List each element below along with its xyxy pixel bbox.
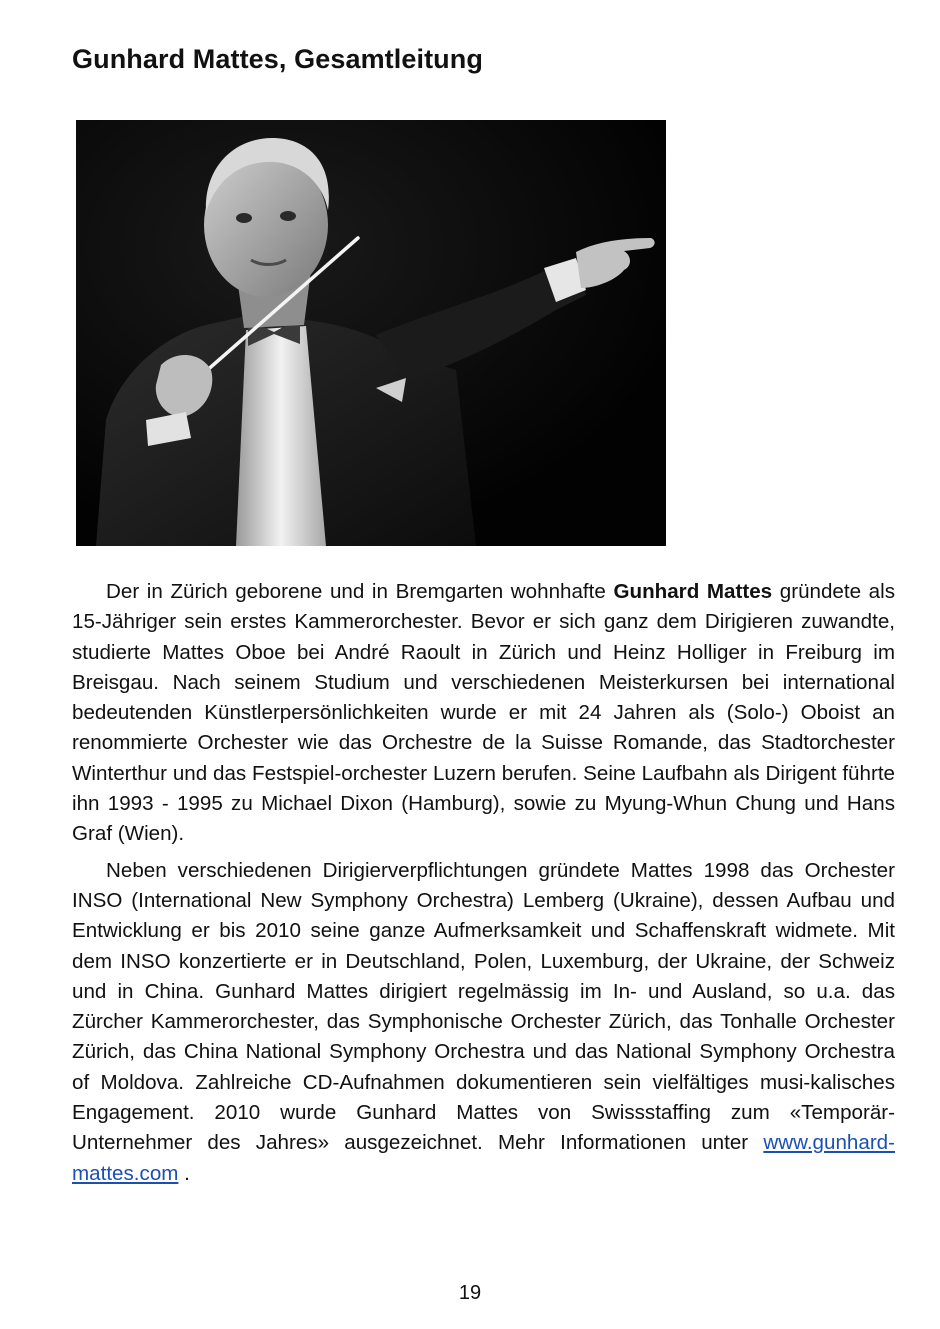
paragraph-2-text: Neben verschiedenen Dirigierverpflichtungen gründete Mattes 1998 das Orchester INSO (International New Symphony Orchestra) Lemberg (Ukraine), dessen Aufbau und Entwicklung er bis 2010 seine ganze Aufmerksamkeit und Schaffenskraft widmete. Mit dem INSO konzertierte er in Deutschland, Polen, Luxemburg, der Ukraine, der Schweiz und in China. Gunhard Mattes dirigiert regelmässig im In- und Ausland, so u.a. das Zürcher Kammerorchester, das Symphonische Orchester Zürich, das Tonhalle Orchester Zürich, das China National Symphony Orchestra und das National Symphony Orchestra of Moldova. Zahlreiche CD-Aufnahmen dokumentieren sein vielfältiges musi-kalisches Engagement. 2010 wurde Gunhard Mattes von Swissstaffing zum «Temporär-Unternehmer des Jahres» ausgezeichnet. Mehr Informationen unter xyxy=(72,858,895,1155)
page-number: 19 xyxy=(458,1282,482,1304)
biography-text xyxy=(72,577,895,1189)
biography-paragraph-2 xyxy=(72,856,895,1189)
bold-name: Gunhard Mattes xyxy=(613,580,773,603)
paragraph-2-end: . xyxy=(178,1161,190,1185)
conductor-photo xyxy=(76,120,666,546)
page-title: Gunhard Mattes, Gesamtleitung xyxy=(72,44,483,74)
paragraph-1-intro: Der in Zürich geborene und in Bremgarten wohnhafte xyxy=(106,580,614,603)
paragraph-1-rest: gründete als 15-Jähriger sein erstes Kammerorchester. Bevor er sich ganz dem Dirigieren zuwandte, studierte Mattes Oboe bei André Raoult in Zürich und Heinz Holliger in Freiburg im Breisgau. Nach seinem Studium und verschiedenen Meisterkursen bei international bedeutenden Künstlerpersönlichkeiten wurde er mit 24 Jahren als (Solo-) Oboist an renommierte Orchester wie das Orchestre de la Suisse Romande, das Stadtorchester Winterthur und das Festspiel-orchester Luzern berufen. Seine Laufbahn als Dirigent führte ihn 1993 - 1995 zu Michael Dixon (Hamburg), sowie zu Myung-Whun Chung und Hans Graf (Wien). xyxy=(72,580,896,846)
biography-paragraph-1 xyxy=(72,577,895,850)
conductor-illustration xyxy=(76,120,666,546)
website-link[interactable]: www.gunhard-mattes.com xyxy=(72,1131,895,1185)
